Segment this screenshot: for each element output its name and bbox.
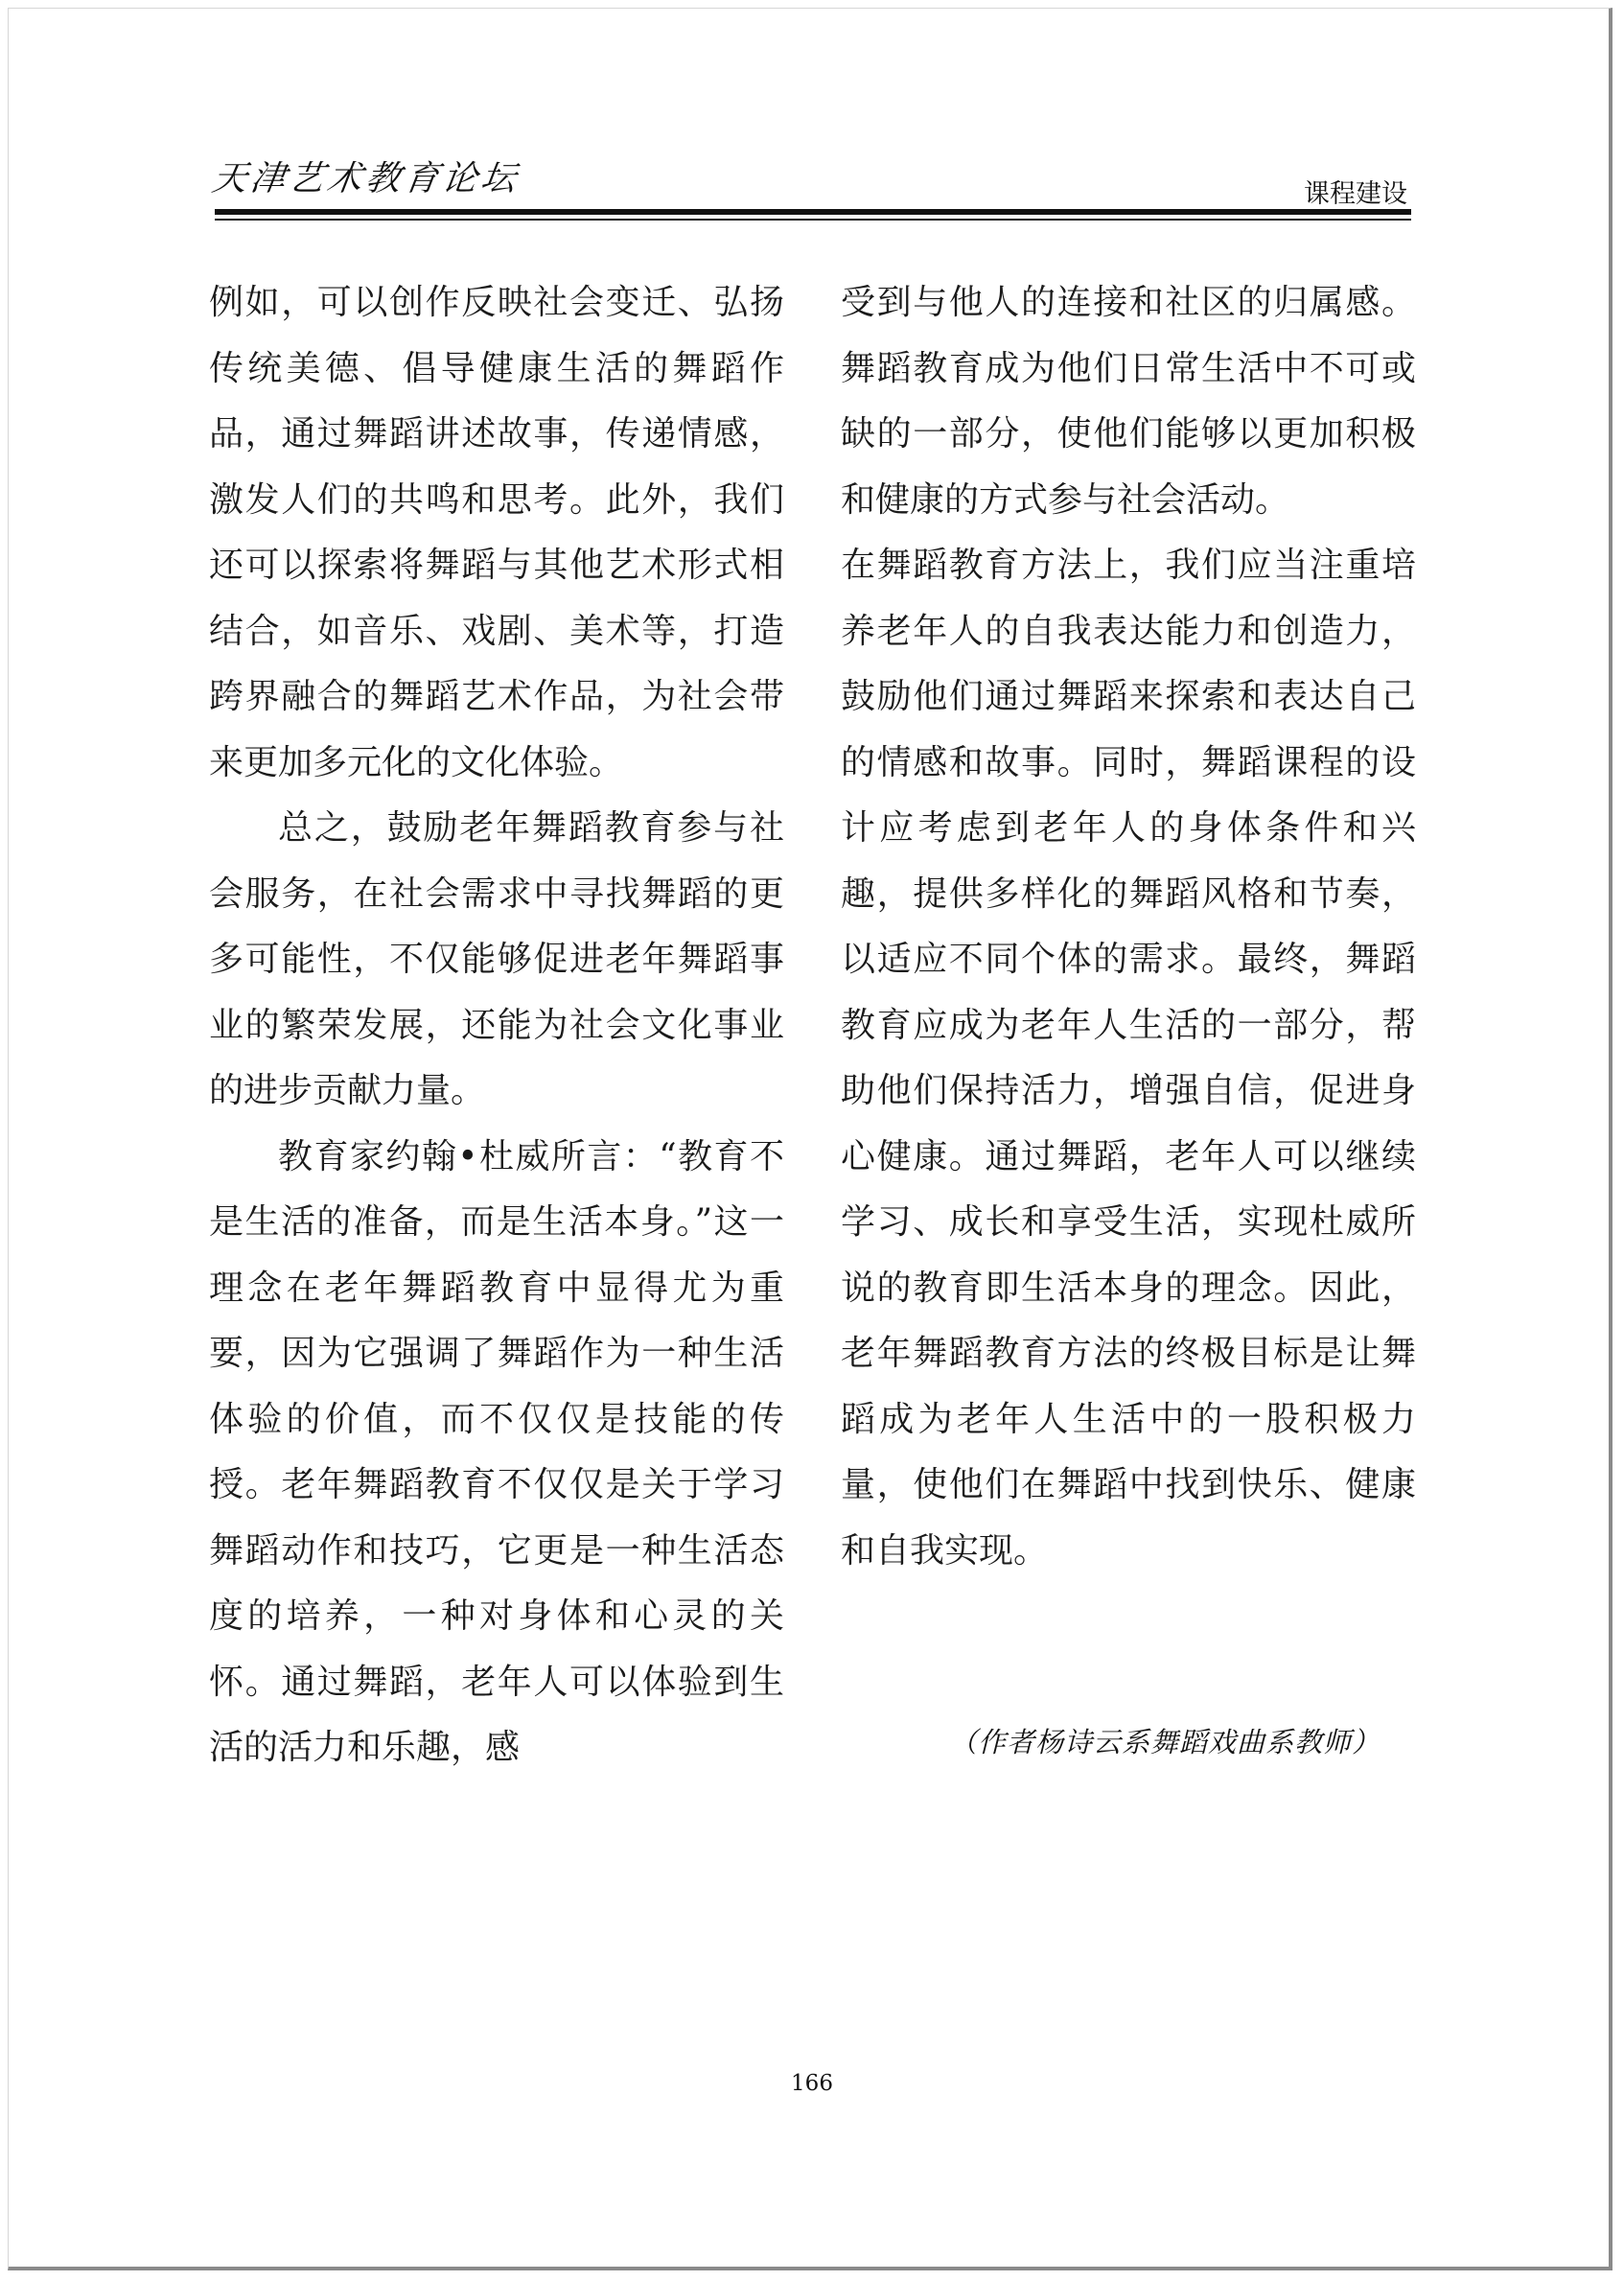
header-rule-thick: [215, 209, 1411, 215]
page-number: 166: [791, 2071, 833, 2096]
paragraph: 教育家约翰•杜威所言：“教育不是生活的准备，而是生活本身。”这一理念在老年舞蹈教育中显得尤为重要，因为它强调了舞蹈作为一种生活体验的价值，而不仅仅是技能的传授。老年舞蹈教育不仅仅是关于学习舞蹈动作和技巧，它更是一种生活态度的培养，一种对身体和心灵的关怀。通过舞蹈，老年人可以体验到生活的活力和乐趣，感: [209, 1136, 784, 1767]
author-note: （作者杨诗云系舞蹈戏曲系教师）: [949, 1726, 1381, 1758]
journal-title-logo: 天津艺术教育论坛: [209, 159, 522, 198]
paragraph: 在舞蹈教育方法上，我们应当注重培养老年人的自我表达能力和创造力，鼓励他们通过舞蹈来探索和表达自己的情感和故事。同时，舞蹈课程的设计应考虑到老年人的身体条件和兴趣，提供多样化的舞蹈风格和节奏，以适应不同个体的需求。最终，舞蹈教育应成为老年人生活的一部分，帮助他们保持活力，增强自信，促进身心健康。通过舞蹈，老年人可以继续学习、成长和享受生活，实现杜威所说的教育即生活本身的理念。因此，老年舞蹈教育方法的终极目标是让舞蹈成为老年人生活中的一股积极力量，使他们在舞蹈中找到快乐、健康和自我实现。: [841, 546, 1416, 1571]
right-column: [841, 270, 1416, 1584]
paragraph-continued: 例如，可以创作反映社会变迁、弘扬传统美德、倡导健康生活的舞蹈作品，通过舞蹈讲述故事，传递情感，激发人们的共鸣和思考。此外，我们还可以探索将舞蹈与其他艺术形式相结合，如音乐、戏剧、美术等，打造跨界融合的舞蹈艺术作品，为社会带来更加多元化的文化体验。: [209, 283, 784, 782]
paragraph-continued: 受到与他人的连接和社区的归属感。舞蹈教育成为他们日常生活中不可或缺的一部分，使他们能够以更加积极和健康的方式参与社会活动。: [841, 283, 1416, 520]
section-label: 课程建设: [1304, 179, 1407, 209]
header-rule-thin: [215, 219, 1411, 221]
left-column: [209, 270, 784, 1781]
paragraph: 总之，鼓励老年舞蹈教育参与社会服务，在社会需求中寻找舞蹈的更多可能性，不仅能够促进老年舞蹈事业的繁荣发展，还能为社会文化事业的进步贡献力量。: [209, 808, 784, 1110]
